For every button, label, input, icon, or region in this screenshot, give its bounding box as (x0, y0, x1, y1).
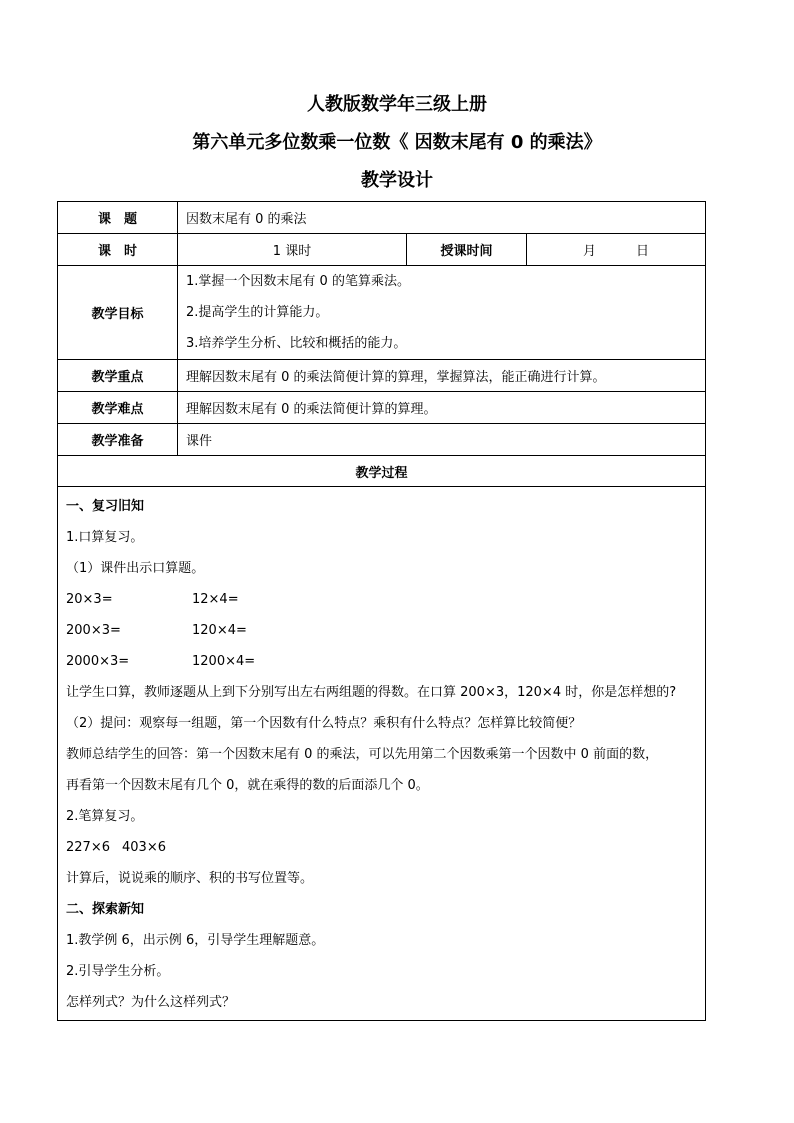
lesson-plan-table (57, 201, 706, 1021)
paragraph: 1.口算复习。 (66, 530, 144, 545)
key-point-value: 理解因数末尾有 0 的乘法简便计算的算理，掌握算法，能正确进行计算。 (178, 360, 706, 392)
paragraph: （2）提问：观察每一组题，第一个因数有什么特点？乘积有什么特点？怎样算比较简便？ (66, 716, 582, 731)
prep-row (58, 424, 706, 456)
paragraph: 再看第一个因数末尾有几个 0，就在乘得的数的后面添几个 0。 (66, 778, 429, 793)
key-point-label: 教学重点 (58, 360, 178, 392)
document-titles (0, 86, 794, 200)
difficulty-value: 理解因数末尾有 0 的乘法简便计算的算理。 (178, 392, 706, 424)
period-value: 1 课时 (178, 234, 407, 266)
written-problem: 403×6 (122, 840, 166, 855)
day-label: 日 (636, 244, 650, 259)
process-body-row (58, 487, 706, 1021)
prep-label: 教学准备 (58, 424, 178, 456)
paragraph: 2.笔算复习。 (66, 809, 144, 824)
process-label: 教学过程 (58, 456, 706, 487)
oral-problem: 2000×3= (66, 654, 130, 669)
oral-problem-row (66, 584, 697, 615)
oral-problem: 20×3= (66, 592, 113, 607)
paragraph: 计算后，说说乘的顺序、积的书写位置等。 (66, 871, 314, 886)
document-title: 人教版数学年三级上册 (307, 94, 487, 115)
subject-row (58, 202, 706, 234)
oral-problem: 200×3= (66, 623, 121, 638)
paragraph: 教师总结学生的回答：第一个因数末尾有 0 的乘法，可以先用第二个因数乘第一个因数中 0 前面的数， (66, 747, 659, 762)
goals-list (178, 266, 706, 360)
paragraph: 让学生口算，教师逐题从上到下分别写出左右两组题的得数。在口算 200×3，120×4 时，你是怎样想的? (66, 685, 677, 700)
goals-label: 教学目标 (58, 266, 178, 360)
period-label: 课 时 (58, 234, 178, 266)
month-label: 月 (582, 244, 596, 259)
difficulty-row (58, 392, 706, 424)
unit-title: 第六单元多位数乘一位数《 因数末尾有 0 的乘法》 (192, 132, 602, 153)
process-body (58, 487, 706, 1021)
process-header-row (58, 456, 706, 487)
oral-problem: 120×4= (192, 623, 247, 638)
date-value (527, 234, 706, 266)
subject-value: 因数末尾有 0 的乘法 (178, 202, 706, 234)
paragraph: 1.教学例 6，出示例 6，引导学生理解题意。 (66, 933, 325, 948)
period-row (58, 234, 706, 266)
goal-item: 2.提高学生的计算能力。 (186, 305, 329, 320)
oral-problem: 1200×4= (192, 654, 256, 669)
prep-value: 课件 (178, 424, 706, 456)
section-heading: 二、探索新知 (66, 902, 145, 917)
key-point-row (58, 360, 706, 392)
oral-problem-row (66, 646, 697, 677)
goal-item: 3.培养学生分析、比较和概括的能力。 (186, 336, 407, 351)
paragraph: （1）课件出示口算题。 (66, 561, 205, 576)
section-heading: 一、复习旧知 (66, 499, 145, 514)
oral-problem: 12×4= (192, 592, 239, 607)
date-label: 授课时间 (407, 234, 527, 266)
goals-row (58, 266, 706, 360)
written-problem-row (66, 832, 697, 863)
written-problem: 227×6 (66, 840, 110, 855)
difficulty-label: 教学难点 (58, 392, 178, 424)
paragraph: 怎样列式？为什么这样列式？ (66, 995, 236, 1010)
design-title: 教学设计 (361, 170, 433, 191)
paragraph: 2.引导学生分析。 (66, 964, 170, 979)
oral-problem-row (66, 615, 697, 646)
goal-item: 1.掌握一个因数末尾有 0 的笔算乘法。 (186, 274, 410, 289)
subject-label: 课 题 (58, 202, 178, 234)
